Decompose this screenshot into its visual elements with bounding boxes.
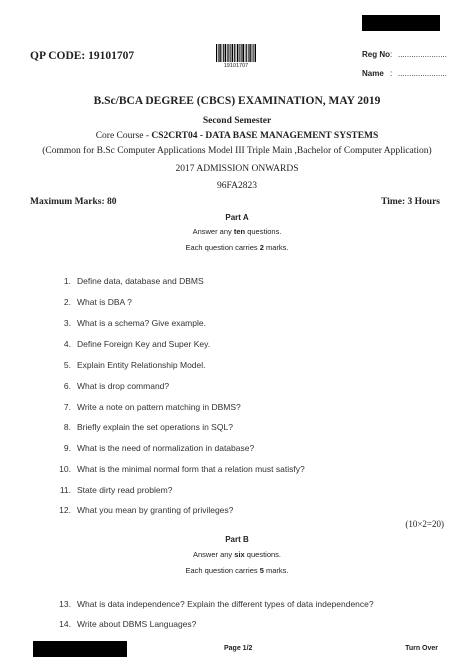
instr-text: Answer any — [193, 550, 235, 559]
part-a-instruction-1 — [0, 227, 474, 236]
instr-bold: 2 — [259, 243, 264, 252]
part-b-instruction-2 — [0, 566, 474, 575]
question-number: 2. — [63, 297, 71, 307]
part-a-marks: (10×2=20) — [405, 519, 444, 529]
question-item — [54, 360, 206, 370]
question-item — [54, 276, 204, 286]
question-text: Define Foreign Key and Super Key. — [77, 339, 211, 349]
part-b-title: Part B — [225, 535, 249, 544]
part-a-instruction-2 — [0, 243, 474, 252]
question-item — [54, 505, 233, 515]
question-item — [54, 318, 206, 328]
question-text: Explain Entity Relationship Model. — [77, 360, 206, 370]
question-item — [54, 443, 254, 453]
reg-no-blank: ...................... — [398, 50, 447, 59]
max-marks: Maximum Marks: 80 — [30, 197, 117, 207]
question-item — [54, 599, 374, 609]
exam-title: B.Sc/BCA DEGREE (CBCS) EXAMINATION, MAY 2019 — [93, 95, 381, 107]
time-limit: Time: 3 Hours — [381, 197, 440, 207]
instr-bold: ten — [233, 227, 246, 236]
paper-code: 96FA2823 — [217, 181, 257, 191]
question-item — [54, 485, 172, 495]
name-row — [362, 69, 447, 78]
question-item — [54, 402, 241, 412]
question-number: 6. — [63, 381, 71, 391]
question-text: What is drop command? — [77, 381, 170, 391]
question-number: 14. — [59, 619, 71, 629]
question-text: What you mean by granting of privileges? — [77, 505, 234, 515]
instr-bold: six — [234, 550, 245, 559]
question-number: 12. — [59, 505, 71, 515]
question-number: 11. — [59, 485, 71, 495]
part-b-instruction-1 — [0, 550, 474, 559]
course-prefix: Core Course - — [95, 131, 152, 141]
question-number: 4. — [63, 339, 71, 349]
question-text: Briefly explain the set operations in SQL? — [77, 422, 233, 432]
page-number: Page 1/2 — [224, 645, 253, 652]
reg-no-label: Reg No — [362, 50, 390, 59]
reg-no-row — [362, 50, 447, 59]
question-number: 10. — [59, 464, 71, 474]
admission-year: 2017 ADMISSION ONWARDS — [175, 164, 299, 174]
question-text: Write about DBMS Languages? — [77, 619, 197, 629]
question-item — [54, 297, 132, 307]
question-number: 9. — [63, 443, 71, 453]
turn-over-label: Turn Over — [405, 645, 438, 652]
course-line — [0, 131, 474, 141]
instr-text: Each question carries — [185, 243, 260, 252]
name-separator: : — [390, 69, 393, 78]
name-blank: ...................... — [398, 69, 447, 78]
question-text: Write a note on pattern matching in DBMS? — [77, 402, 241, 412]
instr-text: questions. — [245, 227, 282, 236]
question-number: 1. — [63, 276, 71, 286]
instr-text: questions. — [244, 550, 281, 559]
reg-no-separator: : — [390, 50, 393, 59]
question-number: 5. — [63, 360, 71, 370]
part-a-title: Part A — [225, 213, 249, 222]
instr-text: Each question carries — [185, 566, 260, 575]
question-number: 13. — [59, 599, 71, 609]
question-item — [54, 422, 233, 432]
question-text: Define data, database and DBMS — [77, 276, 204, 286]
course-name: CS2CRT04 - DATA BASE MANAGEMENT SYSTEMS — [151, 131, 379, 141]
question-text: What is data independence? Explain the different types of data independence? — [77, 599, 374, 609]
question-text: State dirty read problem? — [77, 485, 173, 495]
question-item — [54, 339, 210, 349]
question-text: What is the need of normalization in database? — [77, 443, 255, 453]
question-text: What is a schema? Give example. — [77, 318, 206, 328]
question-text: What is DBA ? — [77, 297, 132, 307]
name-label: Name — [362, 69, 384, 78]
redaction-box-top — [362, 15, 440, 31]
instr-text: Answer any — [192, 227, 234, 236]
instr-text: marks. — [263, 566, 289, 575]
question-text: What is the minimal normal form that a relation must satisfy? — [77, 464, 305, 474]
common-note: (Common for B.Sc Computer Applications Model III Triple Main ,Bachelor of Computer Application) — [42, 146, 432, 156]
redaction-box-bottom — [33, 641, 127, 657]
instr-bold: 5 — [259, 566, 264, 575]
instr-text: marks. — [263, 243, 289, 252]
question-number: 3. — [63, 318, 71, 328]
barcode-icon — [216, 44, 256, 62]
semester: Second Semester — [202, 116, 272, 126]
qp-code: QP CODE: 19101707 — [30, 50, 135, 62]
question-item — [54, 619, 196, 629]
question-number: 7. — [63, 402, 71, 412]
question-number: 8. — [63, 422, 71, 432]
question-item — [54, 381, 169, 391]
question-item — [54, 464, 305, 474]
barcode-number: 19101707 — [223, 63, 249, 69]
